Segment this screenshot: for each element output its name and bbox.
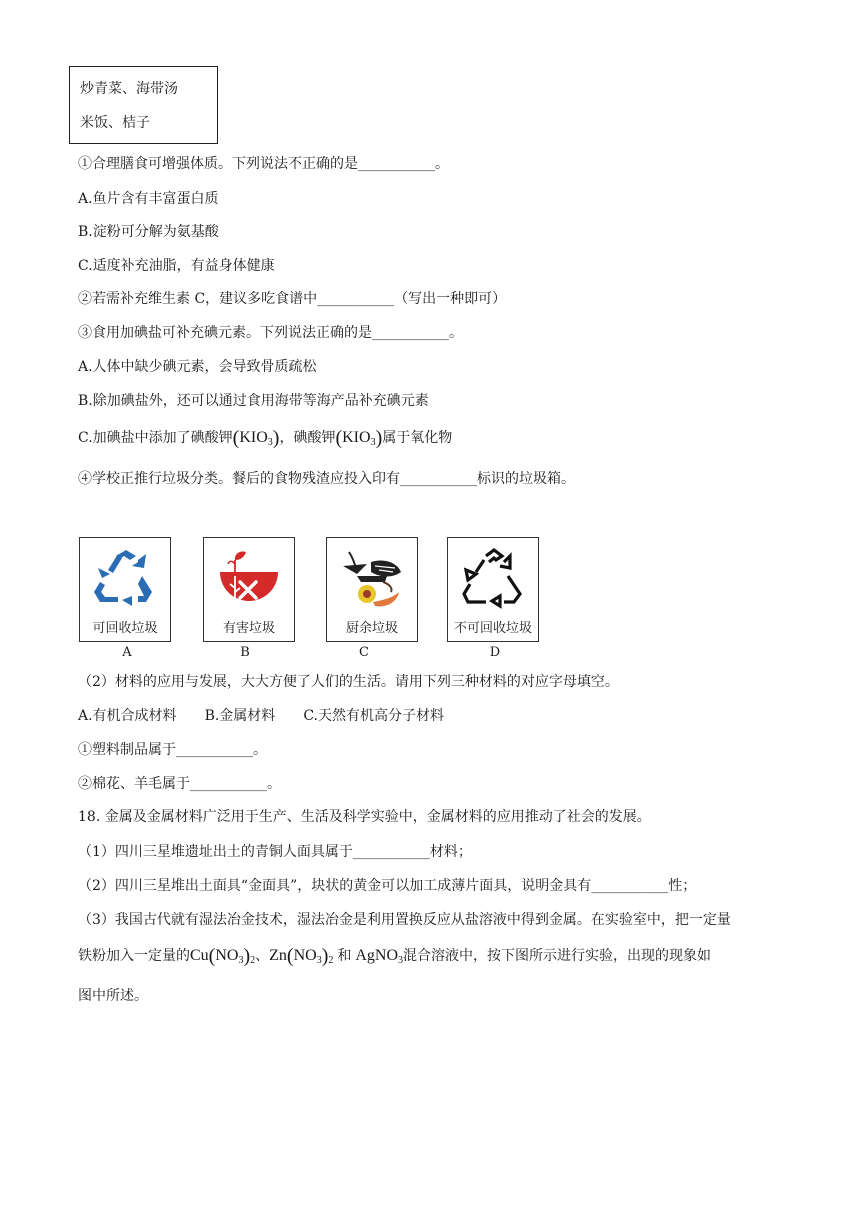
q1-option-b: B.淀粉可分解为氨基酸: [78, 224, 219, 240]
q3-option-a: A.人体中缺少碘元素，会导致骨质疏松: [78, 359, 317, 375]
bin-letter-c: C: [359, 645, 369, 660]
material-option-b: B.金属材料: [204, 708, 276, 724]
q18-part-3-line-3: 图中所述。: [78, 988, 148, 1004]
bin-sign-recyclable: [79, 537, 171, 642]
bin-letter-a: A: [122, 645, 132, 660]
bin-sign-kitchen: [326, 537, 418, 642]
q3-stem: ③食用加碘盐可补充碘元素。下列说法正确的是___________。: [78, 325, 463, 341]
hazardous-icon: [204, 542, 294, 618]
bin-letter-d: D: [489, 645, 501, 660]
q3-option-c: [78, 428, 452, 448]
bin-sign-non-recyclable: [447, 537, 539, 642]
non-recyclable-icon: [448, 542, 538, 618]
formula-agno3: AgNO$_3$: [355, 947, 404, 966]
q3-option-b: B.除加碘盐外，还可以通过食用海带等海产品补充碘元素: [78, 393, 429, 409]
q18-part-2: （2）四川三星堆出土面具“金面具”，块状的黄金可以加工成薄片面具，说明金具有___________性；: [78, 878, 697, 894]
q4-stem: ④学校正推行垃圾分类。餐后的食物残渣应投入印有___________标识的垃圾箱。: [78, 471, 575, 487]
q3-option-c-pre: C.加碘盐中添加了碘酸钾: [78, 430, 233, 446]
q1-stem: ①合理膳食可增强体质。下列说法不正确的是___________。: [78, 156, 449, 172]
q3-option-c-post: 属于氧化物: [382, 430, 453, 446]
q2-stem: ②若需补充维生素 C，建议多吃食谱中___________（写出一种即可）: [78, 291, 507, 307]
formula-cu-no3-2: $Cu(NO_3)_2$: [190, 945, 256, 967]
q1-option-a: A.鱼片含有丰富蛋白质: [78, 191, 219, 207]
bin-letter-b: B: [240, 645, 250, 660]
menu-box: [69, 66, 218, 144]
part2-question-2: ②棉花、羊毛属于___________。: [78, 776, 281, 792]
part2-options: [78, 706, 444, 726]
recycle-icon: [80, 542, 170, 618]
q1-option-c: C.适度补充油脂，有益身体健康: [78, 258, 275, 274]
formula-kio3-2: $(KIO_3)$: [335, 427, 383, 449]
menu-line-1: 炒青菜、海带汤: [80, 81, 178, 97]
q18-stem: 18. 金属及金属材料广泛用于生产、生活及科学实验中，金属材料的应用推动了社会的发展。: [78, 809, 651, 825]
bin-label-a: 可回收垃圾: [92, 621, 158, 636]
q18-part-1: （1）四川三星堆遗址出土的青铜人面具属于___________材料；: [78, 844, 472, 860]
bin-label-c: 厨余垃圾: [345, 621, 398, 636]
part2-question-1: ①塑料制品属于___________。: [78, 742, 267, 758]
q3-option-c-mid: ，碘酸钾: [279, 430, 336, 446]
q18-part-3-line-2: 铁粉加入一定量的$Cu(NO_3)_2$、$Zn(NO_3)_2$ 和 AgNO$_3$混合溶液中，按下图所示进行实验，出现的现象如: [78, 945, 712, 967]
q18-part-3-line-1: （3）我国古代就有湿法冶金技术，湿法冶金是利用置换反应从盐溶液中得到金属。在实验室中，把一定量: [78, 912, 731, 928]
material-option-c: C.天然有机高分子材料: [303, 708, 444, 724]
bin-label-d: 不可回收垃圾: [453, 621, 532, 636]
part2-stem: （2）材料的应用与发展，大大方便了人们的生活。请用下列三种材料的对应字母填空。: [78, 674, 619, 690]
bin-label-b: 有害垃圾: [222, 621, 275, 636]
formula-kio3-1: $(KIO_3)$: [232, 427, 280, 449]
material-option-a: A.有机合成材料: [78, 708, 177, 724]
formula-zn-no3-2: $Zn(NO_3)_2$: [269, 945, 334, 967]
menu-line-2: 米饭、桔子: [80, 115, 150, 131]
bin-sign-hazardous: [203, 537, 295, 642]
kitchen-waste-icon: [327, 542, 417, 618]
